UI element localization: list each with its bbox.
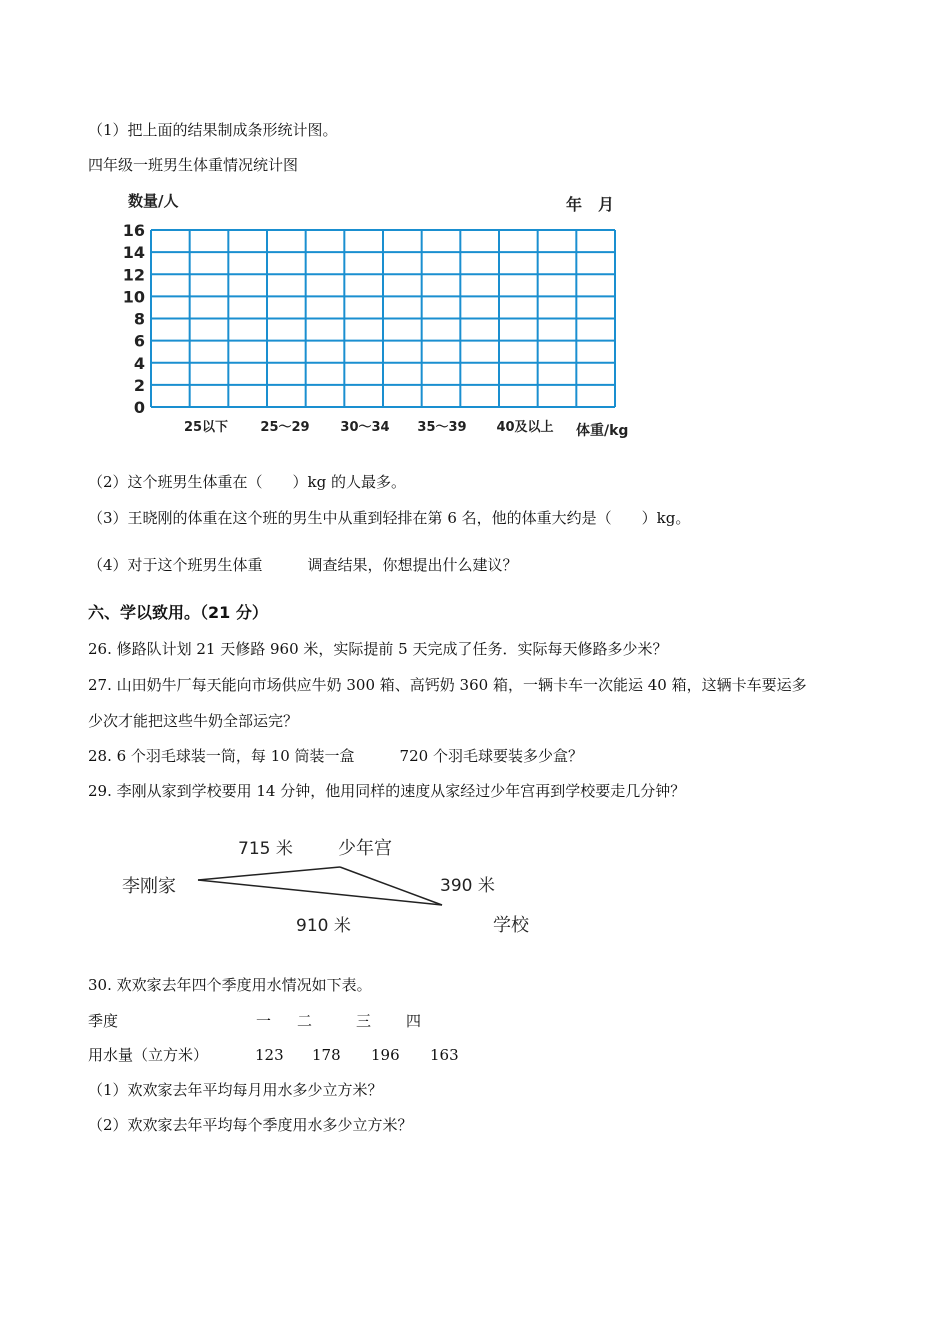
question-sub2: （2）这个班男生体重在（ ）kg 的人最多。 [88, 473, 407, 491]
water-table-usage-1: 123 [255, 1046, 284, 1064]
chart-y-tick-label: 0 [133, 398, 145, 417]
bar-chart-svg [118, 182, 658, 452]
water-table-quarter-1: 一 [256, 1012, 272, 1030]
route-diagram [110, 825, 570, 950]
chart-y-tick-label: 2 [133, 375, 145, 395]
question-sub3: （3）王晓刚的体重在这个班的男生中从重到轻排在第 6 名，他的体重大约是（ ）kg。 [88, 509, 691, 527]
distance-home-school: 910 米 [296, 916, 351, 936]
chart-x-tick-label: 30～34 [340, 420, 390, 435]
chart-y-tick-label: 6 [133, 331, 145, 351]
question-27-line2: 少次才能把这些牛奶全部运完？ [88, 712, 299, 730]
chart-y-tick-label: 12 [122, 265, 145, 285]
water-table-quarter-4: 四 [406, 1012, 422, 1030]
distance-home-palace: 715 米 [238, 839, 293, 859]
section6-title: 六、学以致用。（21 分） [88, 603, 268, 622]
question-28: 28. 6 个羽毛球装一筒，每 10 筒装一盒 720 个羽毛球要装多少盒？ [88, 747, 583, 765]
chart-grid [151, 230, 615, 407]
water-table-row1-label: 季度 [88, 1012, 119, 1030]
question-26: 26. 修路队计划 21 天修路 960 米，实际提前 5 天完成了任务．实际每天修路多少米？ [88, 640, 668, 658]
chart-date-label: 年 月 [566, 195, 615, 214]
water-table-row2-label: 用水量（立方米） [88, 1046, 209, 1064]
question-30-sub2: （2）欢欢家去年平均每个季度用水多少立方米？ [88, 1116, 413, 1134]
chart-x-tick-label: 40及以上 [496, 420, 554, 435]
chart-y-tick-label: 4 [133, 353, 145, 373]
chart-y-axis-label: 数量/人 [128, 192, 179, 210]
chart-y-ticks [123, 221, 145, 417]
water-table-usage-4: 163 [430, 1046, 459, 1064]
question-29: 29. 李刚从家到学校要用 14 分钟，他用同样的速度从家经过少年宫再到学校要走几分钟？ [88, 782, 686, 800]
chart-y-tick-label: 10 [122, 287, 145, 307]
water-table-quarter-3: 三 [356, 1012, 372, 1030]
route-home-school [198, 880, 442, 905]
question-sub4: （4）对于这个班男生体重 调查结果，你想提出什么建议？ [88, 556, 518, 574]
chart-caption: 四年级一班男生体重情况统计图 [88, 156, 299, 174]
route-home-palace [198, 867, 340, 880]
distance-palace-school: 390 米 [440, 876, 495, 896]
chart-x-ticks [184, 420, 554, 435]
chart-x-axis-label: 体重/kg [576, 423, 629, 439]
chart-y-tick-label: 8 [133, 309, 145, 329]
water-table-usage-3: 196 [371, 1046, 400, 1064]
label-home: 李刚家 [122, 876, 176, 897]
question-sub1: （1）把上面的结果制成条形统计图。 [88, 121, 338, 139]
question-27-line1: 27. 山田奶牛厂每天能向市场供应牛奶 300 箱、高钙奶 360 箱，一辆卡车一次能运 40 箱，这辆卡车要运多 [88, 676, 807, 694]
chart-y-tick-label: 14 [122, 243, 145, 263]
water-table-usage-2: 178 [312, 1046, 341, 1064]
chart-y-tick-label: 16 [122, 221, 145, 240]
label-school: 学校 [493, 915, 529, 936]
question-30-sub1: （1）欢欢家去年平均每月用水多少立方米？ [88, 1081, 383, 1099]
chart-x-tick-label: 35～39 [417, 420, 467, 435]
water-table-quarter-2: 二 [297, 1012, 313, 1030]
bar-chart [118, 182, 658, 452]
label-palace: 少年宫 [338, 838, 392, 859]
route-diagram-svg [110, 825, 570, 950]
chart-x-tick-label: 25以下 [183, 420, 229, 435]
question-30: 30. 欢欢家去年四个季度用水情况如下表。 [88, 976, 372, 994]
chart-x-tick-label: 25～29 [260, 420, 310, 435]
